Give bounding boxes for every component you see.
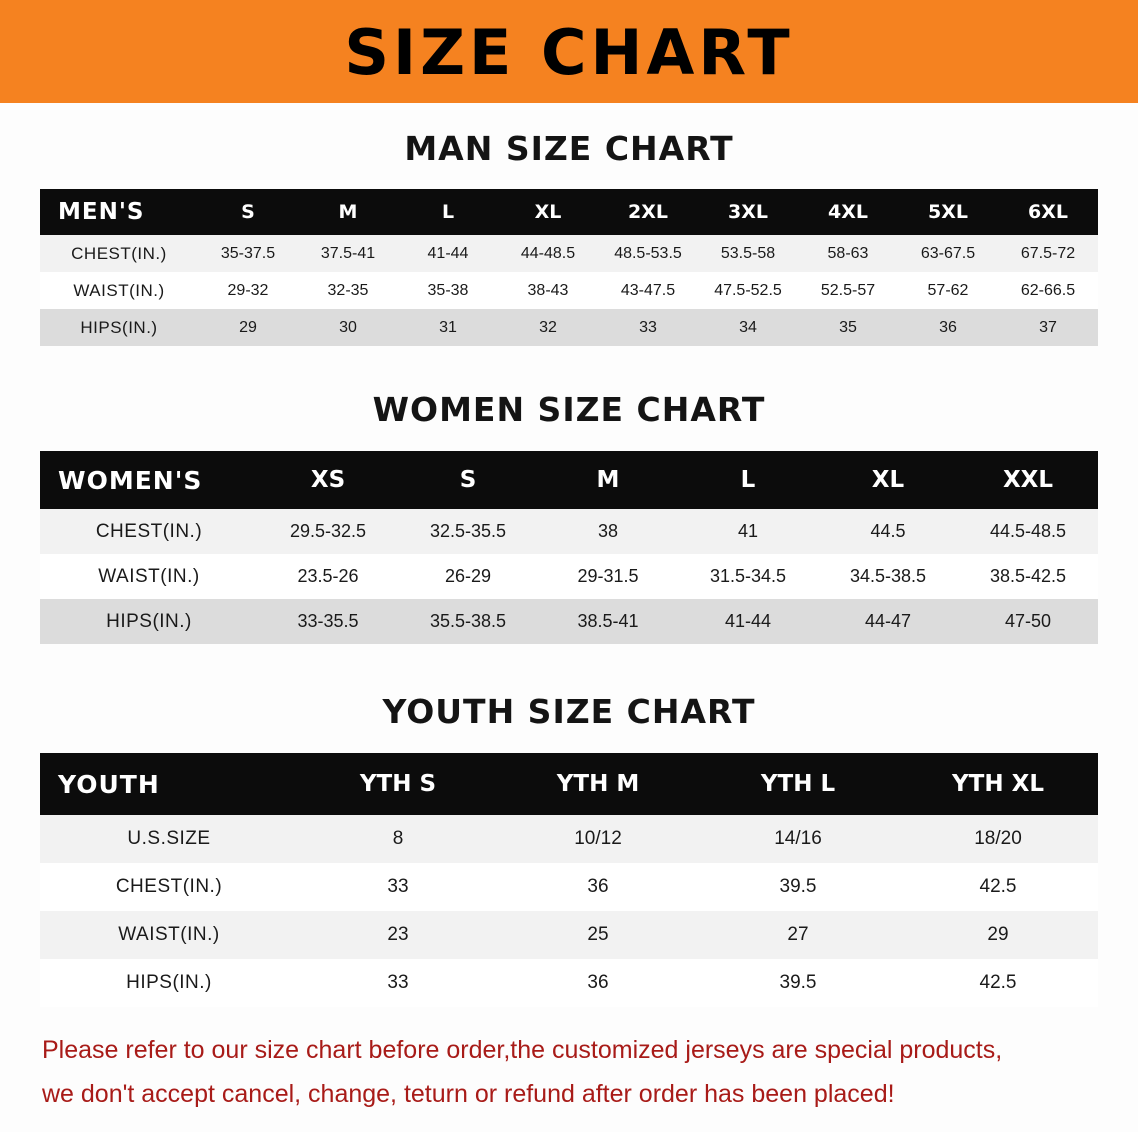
men-cell: 29-32 <box>198 272 298 309</box>
page-title: SIZE CHART <box>344 15 794 89</box>
men-cell: 29 <box>198 309 298 346</box>
women-cell: 44.5-48.5 <box>958 509 1098 554</box>
table-row <box>40 815 1098 863</box>
youth-section-heading: YOUTH SIZE CHART <box>382 692 756 731</box>
youth-header-row <box>40 753 1098 815</box>
men-cell: 58-63 <box>798 235 898 272</box>
men-header-cell: 6XL <box>998 189 1098 235</box>
men-cell: 52.5-57 <box>798 272 898 309</box>
men-cell: 37.5-41 <box>298 235 398 272</box>
women-cell: 23.5-26 <box>258 554 398 599</box>
men-header-cell: L <box>398 189 498 235</box>
men-cell: 44-48.5 <box>498 235 598 272</box>
disclaimer-line-2: we don't accept cancel, change, teturn or refund after order has been placed! <box>42 1079 895 1108</box>
table-row <box>40 509 1098 554</box>
women-cell: 38.5-42.5 <box>958 554 1098 599</box>
table-row <box>40 959 1098 1007</box>
women-cell: 31.5-34.5 <box>678 554 818 599</box>
women-size-table <box>40 451 1098 644</box>
table-row <box>40 235 1098 272</box>
men-header-cell: S <box>198 189 298 235</box>
men-row-label: CHEST(IN.) <box>40 235 198 272</box>
men-cell: 36 <box>898 309 998 346</box>
youth-cell: 8 <box>298 815 498 863</box>
youth-size-table <box>40 753 1098 1007</box>
page-banner <box>0 0 1138 103</box>
table-row <box>40 554 1098 599</box>
men-section-heading: MAN SIZE CHART <box>404 129 734 168</box>
women-header-row <box>40 451 1098 509</box>
women-header-cell: XL <box>818 451 958 509</box>
men-cell: 48.5-53.5 <box>598 235 698 272</box>
men-cell: 32-35 <box>298 272 398 309</box>
women-cell: 29.5-32.5 <box>258 509 398 554</box>
women-section-heading: WOMEN SIZE CHART <box>372 390 766 429</box>
table-row <box>40 863 1098 911</box>
men-cell: 30 <box>298 309 398 346</box>
women-cell: 38 <box>538 509 678 554</box>
youth-cell: 33 <box>298 863 498 911</box>
women-cell: 47-50 <box>958 599 1098 644</box>
women-header-cell: L <box>678 451 818 509</box>
men-cell: 32 <box>498 309 598 346</box>
men-cell: 41-44 <box>398 235 498 272</box>
men-cell: 31 <box>398 309 498 346</box>
youth-table-wrapper <box>0 753 1138 1007</box>
men-size-table <box>40 189 1098 346</box>
men-cell: 38-43 <box>498 272 598 309</box>
women-cell: 44-47 <box>818 599 958 644</box>
women-cell: 33-35.5 <box>258 599 398 644</box>
table-row <box>40 272 1098 309</box>
men-cell: 63-67.5 <box>898 235 998 272</box>
women-row-label: CHEST(IN.) <box>40 509 258 554</box>
women-header-cell: S <box>398 451 538 509</box>
men-cell: 57-62 <box>898 272 998 309</box>
youth-cell: 27 <box>698 911 898 959</box>
men-header-cell: M <box>298 189 398 235</box>
youth-header-cell: YTH XL <box>898 753 1098 815</box>
disclaimer-note <box>0 1029 1138 1117</box>
youth-row-label: U.S.SIZE <box>40 815 298 863</box>
youth-cell: 42.5 <box>898 863 1098 911</box>
youth-cell: 14/16 <box>698 815 898 863</box>
youth-cell: 18/20 <box>898 815 1098 863</box>
men-cell: 53.5-58 <box>698 235 798 272</box>
men-cell: 43-47.5 <box>598 272 698 309</box>
men-table-wrapper <box>0 189 1138 346</box>
youth-header-cell: YTH L <box>698 753 898 815</box>
table-row <box>40 309 1098 346</box>
youth-header-cell: YOUTH <box>40 753 298 815</box>
men-header-cell: MEN'S <box>40 189 198 235</box>
women-header-cell: XS <box>258 451 398 509</box>
men-cell: 35-38 <box>398 272 498 309</box>
youth-header-cell: YTH M <box>498 753 698 815</box>
women-cell: 32.5-35.5 <box>398 509 538 554</box>
disclaimer-line-1: Please refer to our size chart before order,the customized jerseys are special products, <box>42 1036 1003 1064</box>
women-header-cell: WOMEN'S <box>40 451 258 509</box>
women-cell: 34.5-38.5 <box>818 554 958 599</box>
men-cell: 62-66.5 <box>998 272 1098 309</box>
women-cell: 38.5-41 <box>538 599 678 644</box>
table-row <box>40 599 1098 644</box>
youth-row-label: WAIST(IN.) <box>40 911 298 959</box>
youth-cell: 39.5 <box>698 863 898 911</box>
men-cell: 35 <box>798 309 898 346</box>
women-cell: 26-29 <box>398 554 538 599</box>
women-cell: 41-44 <box>678 599 818 644</box>
table-row <box>40 911 1098 959</box>
youth-cell: 33 <box>298 959 498 1007</box>
women-row-label: HIPS(IN.) <box>40 599 258 644</box>
youth-row-label: HIPS(IN.) <box>40 959 298 1007</box>
men-cell: 34 <box>698 309 798 346</box>
women-table-wrapper <box>0 451 1138 644</box>
men-header-cell: XL <box>498 189 598 235</box>
youth-row-label: CHEST(IN.) <box>40 863 298 911</box>
youth-cell: 10/12 <box>498 815 698 863</box>
women-row-label: WAIST(IN.) <box>40 554 258 599</box>
women-header-cell: XXL <box>958 451 1098 509</box>
men-cell: 33 <box>598 309 698 346</box>
men-row-label: WAIST(IN.) <box>40 272 198 309</box>
women-cell: 35.5-38.5 <box>398 599 538 644</box>
women-cell: 41 <box>678 509 818 554</box>
men-cell: 35-37.5 <box>198 235 298 272</box>
men-header-cell: 5XL <box>898 189 998 235</box>
men-header-cell: 3XL <box>698 189 798 235</box>
youth-cell: 25 <box>498 911 698 959</box>
men-cell: 37 <box>998 309 1098 346</box>
youth-cell: 23 <box>298 911 498 959</box>
youth-cell: 42.5 <box>898 959 1098 1007</box>
men-cell: 67.5-72 <box>998 235 1098 272</box>
youth-cell: 36 <box>498 959 698 1007</box>
men-cell: 47.5-52.5 <box>698 272 798 309</box>
youth-cell: 36 <box>498 863 698 911</box>
women-cell: 29-31.5 <box>538 554 678 599</box>
men-header-cell: 2XL <box>598 189 698 235</box>
youth-cell: 29 <box>898 911 1098 959</box>
men-header-cell: 4XL <box>798 189 898 235</box>
youth-cell: 39.5 <box>698 959 898 1007</box>
women-cell: 44.5 <box>818 509 958 554</box>
men-row-label: HIPS(IN.) <box>40 309 198 346</box>
men-header-row <box>40 189 1098 235</box>
women-header-cell: M <box>538 451 678 509</box>
youth-header-cell: YTH S <box>298 753 498 815</box>
